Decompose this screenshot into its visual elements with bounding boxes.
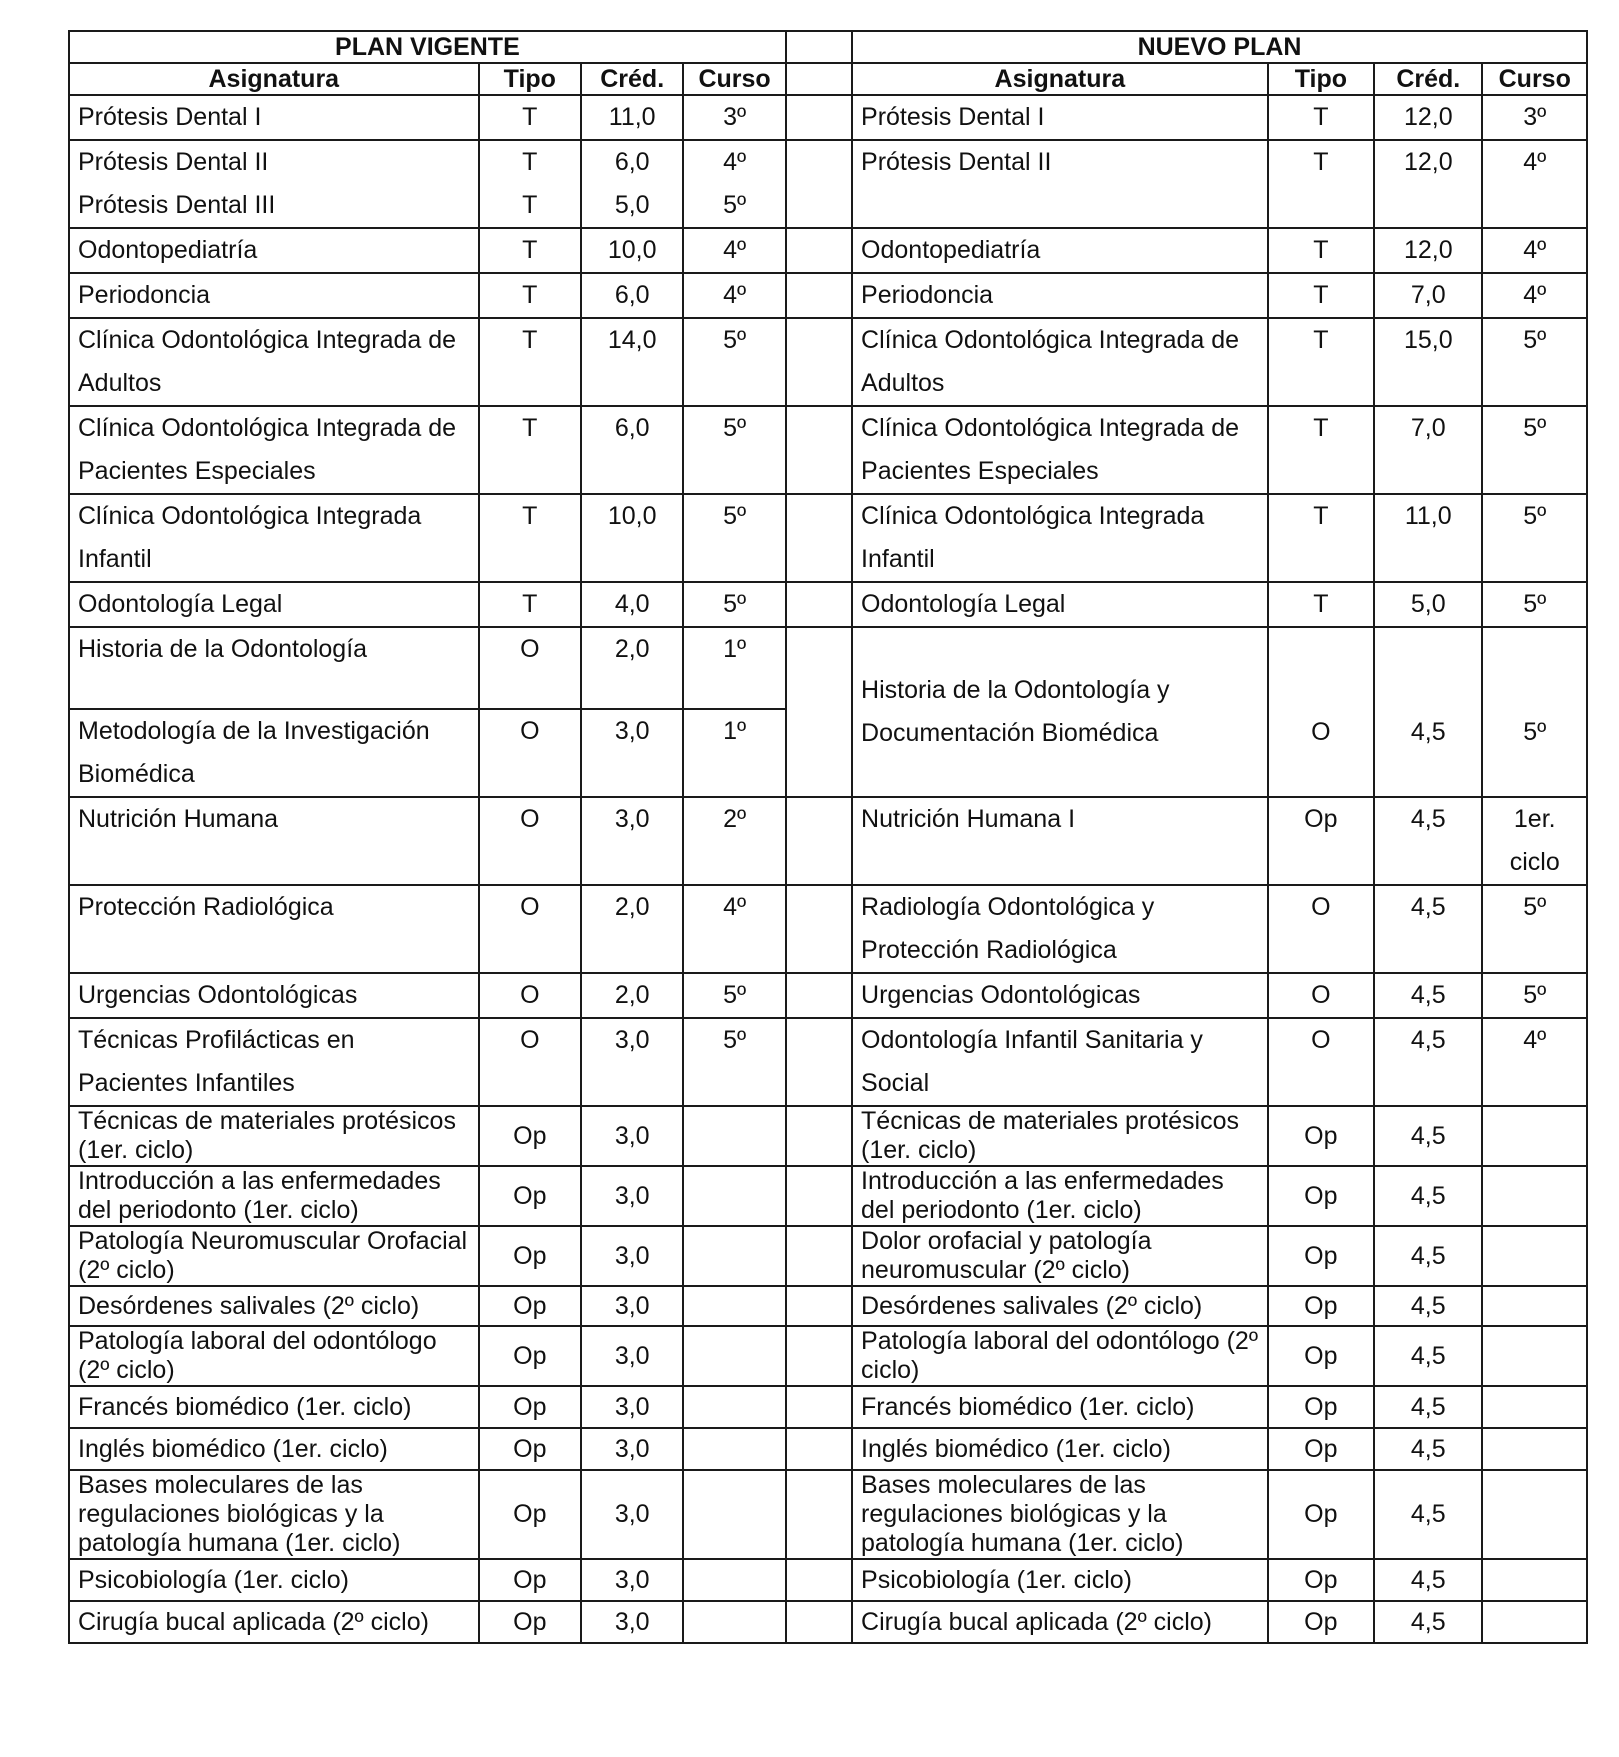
new-curso-cell [1482, 1226, 1587, 1286]
old-asignatura-cell-line: Prótesis Dental II [78, 148, 269, 176]
old-cred-cell: 6,0 [581, 406, 683, 494]
old-cred-cell-line: 5,0 [614, 191, 650, 219]
old-tipo-cell-line: T [522, 191, 538, 219]
spacer-cell [786, 1470, 852, 1559]
old-asignatura-cell: Técnicas de materiales protésicos (1er. ciclo) [69, 1106, 479, 1166]
new-asignatura-cell: Prótesis Dental I [852, 95, 1268, 140]
new-cred-cell: 4,5 [1374, 1559, 1482, 1601]
old-tipo-cell: O [479, 1018, 581, 1106]
old-asignatura-cell: Clínica Odontológica Integrada de Pacientes Especiales [69, 406, 479, 494]
table-row [69, 273, 1587, 318]
old-cred-cell: 11,0 [581, 95, 683, 140]
old-cred-cell: 3,0 [581, 1226, 683, 1286]
plan-header-row [69, 31, 1587, 63]
spacer-cell [786, 140, 852, 228]
new-tipo-cell: O [1268, 627, 1374, 797]
old-curso-cell [683, 1226, 785, 1286]
new-asignatura-header: Asignatura [852, 63, 1268, 95]
old-tipo-cell: T [479, 273, 581, 318]
new-curso-cell: 5º [1482, 885, 1587, 973]
old-asignatura-cell [69, 140, 479, 228]
old-cred-cell: 2,0 [581, 627, 683, 709]
plan-vigente-header: PLAN VIGENTE [69, 31, 786, 63]
new-tipo-cell: T [1268, 582, 1374, 627]
old-tipo-cell: T [479, 406, 581, 494]
old-curso-cell: 5º [683, 973, 785, 1018]
new-curso-cell [1482, 1286, 1587, 1326]
new-curso-cell: 1er. ciclo [1482, 797, 1587, 885]
new-asignatura-cell: Historia de la Odontología y Documentación Biomédica [852, 627, 1268, 797]
new-tipo-cell: T [1268, 140, 1374, 228]
new-curso-cell: 4º [1482, 140, 1587, 228]
new-cred-cell: 7,0 [1374, 273, 1482, 318]
old-asignatura-cell: Prótesis Dental I [69, 95, 479, 140]
new-cred-cell: 12,0 [1374, 228, 1482, 273]
new-curso-cell [1482, 1559, 1587, 1601]
spacer-cell [786, 973, 852, 1018]
old-cred-cell: 3,0 [581, 1326, 683, 1386]
old-cred-cell: 3,0 [581, 1386, 683, 1428]
new-curso-cell: 5º [1482, 318, 1587, 406]
old-cred-cell [581, 140, 683, 228]
old-tipo-cell: Op [479, 1386, 581, 1428]
old-tipo-cell: Op [479, 1428, 581, 1470]
new-cred-cell: 4,5 [1374, 1470, 1482, 1559]
new-curso-cell: 4º [1482, 273, 1587, 318]
table-row [69, 1470, 1587, 1559]
table-row [69, 494, 1587, 582]
old-curso-cell: 1º [683, 709, 785, 797]
old-asignatura-cell: Desórdenes salivales (2º ciclo) [69, 1286, 479, 1326]
old-tipo-cell: Op [479, 1601, 581, 1643]
table-row [69, 1286, 1587, 1326]
old-asignatura-cell: Patología laboral del odontólogo (2º ciclo) [69, 1326, 479, 1386]
old-curso-cell: 5º [683, 1018, 785, 1106]
old-asignatura-cell: Odontopediatría [69, 228, 479, 273]
spacer-cell [786, 1559, 852, 1601]
old-cred-cell: 3,0 [581, 1166, 683, 1226]
old-curso-cell [683, 1559, 785, 1601]
old-cred-header: Créd. [581, 63, 683, 95]
old-curso-cell [683, 1326, 785, 1386]
spacer-cell [786, 1601, 852, 1643]
new-asignatura-cell: Prótesis Dental II [852, 140, 1268, 228]
old-curso-cell [683, 1166, 785, 1226]
new-asignatura-cell: Nutrición Humana I [852, 797, 1268, 885]
old-asignatura-header: Asignatura [69, 63, 479, 95]
new-curso-cell: 3º [1482, 95, 1587, 140]
old-asignatura-cell: Inglés biomédico (1er. ciclo) [69, 1428, 479, 1470]
table-row [69, 582, 1587, 627]
new-asignatura-cell: Clínica Odontológica Integrada Infantil [852, 494, 1268, 582]
new-asignatura-cell: Clínica Odontológica Integrada de Adultos [852, 318, 1268, 406]
column-header-row [69, 63, 1587, 95]
new-asignatura-cell: Odontología Infantil Sanitaria y Social [852, 1018, 1268, 1106]
new-asignatura-cell: Urgencias Odontológicas [852, 973, 1268, 1018]
old-tipo-cell [479, 140, 581, 228]
old-cred-cell: 3,0 [581, 1106, 683, 1166]
new-curso-cell: 5º [1482, 494, 1587, 582]
new-curso-cell [1482, 1601, 1587, 1643]
spacer-cell [786, 494, 852, 582]
old-curso-cell [683, 1601, 785, 1643]
old-curso-cell: 4º [683, 228, 785, 273]
table-row [69, 885, 1587, 973]
new-tipo-cell: Op [1268, 797, 1374, 885]
table-body [69, 95, 1587, 1643]
new-tipo-cell: Op [1268, 1386, 1374, 1428]
new-curso-cell [1482, 1428, 1587, 1470]
old-asignatura-cell: Historia de la Odontología [69, 627, 479, 709]
new-asignatura-cell: Inglés biomédico (1er. ciclo) [852, 1428, 1268, 1470]
new-curso-cell [1482, 1470, 1587, 1559]
old-asignatura-cell-line: Prótesis Dental III [78, 191, 276, 219]
new-cred-cell: 5,0 [1374, 582, 1482, 627]
table-row [69, 1018, 1587, 1106]
new-tipo-cell: Op [1268, 1559, 1374, 1601]
table-row [69, 973, 1587, 1018]
new-cred-cell: 4,5 [1374, 973, 1482, 1018]
old-asignatura-cell: Bases moleculares de las regulaciones biológicas y la patología humana (1er. ciclo) [69, 1470, 479, 1559]
new-tipo-cell: Op [1268, 1226, 1374, 1286]
new-cred-cell: 4,5 [1374, 1166, 1482, 1226]
new-cred-cell: 4,5 [1374, 627, 1482, 797]
new-curso-cell [1482, 1326, 1587, 1386]
old-asignatura-cell: Nutrición Humana [69, 797, 479, 885]
table-row [69, 1226, 1587, 1286]
old-tipo-cell: Op [479, 1226, 581, 1286]
old-cred-cell: 3,0 [581, 797, 683, 885]
new-asignatura-cell: Dolor orofacial y patología neuromuscular (2º ciclo) [852, 1226, 1268, 1286]
old-cred-cell: 2,0 [581, 885, 683, 973]
table-row [69, 95, 1587, 140]
table-row [69, 627, 1587, 709]
old-cred-cell: 3,0 [581, 1601, 683, 1643]
new-asignatura-cell: Patología laboral del odontólogo (2º ciclo) [852, 1326, 1268, 1386]
old-cred-cell: 3,0 [581, 1286, 683, 1326]
new-tipo-cell: Op [1268, 1470, 1374, 1559]
new-tipo-cell: T [1268, 228, 1374, 273]
old-tipo-cell: Op [479, 1106, 581, 1166]
new-curso-cell: 5º [1482, 627, 1587, 797]
new-tipo-cell: Op [1268, 1428, 1374, 1470]
old-tipo-cell: O [479, 973, 581, 1018]
old-cred-cell: 3,0 [581, 1428, 683, 1470]
spacer-cell [786, 95, 852, 140]
old-tipo-cell: Op [479, 1470, 581, 1559]
old-tipo-cell: T [479, 494, 581, 582]
new-asignatura-cell: Desórdenes salivales (2º ciclo) [852, 1286, 1268, 1326]
old-tipo-cell: Op [479, 1559, 581, 1601]
new-asignatura-cell: Técnicas de materiales protésicos (1er. ciclo) [852, 1106, 1268, 1166]
new-tipo-cell: Op [1268, 1286, 1374, 1326]
table-row [69, 1428, 1587, 1470]
old-curso-cell: 1º [683, 627, 785, 709]
new-cred-cell: 4,5 [1374, 1018, 1482, 1106]
new-cred-cell: 4,5 [1374, 1226, 1482, 1286]
new-cred-cell: 4,5 [1374, 1601, 1482, 1643]
old-asignatura-cell: Urgencias Odontológicas [69, 973, 479, 1018]
new-curso-cell [1482, 1166, 1587, 1226]
new-asignatura-cell: Clínica Odontológica Integrada de Pacientes Especiales [852, 406, 1268, 494]
table-row [69, 318, 1587, 406]
old-tipo-header: Tipo [479, 63, 581, 95]
new-curso-cell: 5º [1482, 582, 1587, 627]
table-row [69, 1166, 1587, 1226]
old-cred-cell: 10,0 [581, 494, 683, 582]
old-curso-cell-line: 4º [723, 148, 747, 176]
new-curso-header: Curso [1482, 63, 1587, 95]
spacer-cell [786, 885, 852, 973]
old-asignatura-cell: Patología Neuromuscular Orofacial (2º ciclo) [69, 1226, 479, 1286]
old-asignatura-cell: Francés biomédico (1er. ciclo) [69, 1386, 479, 1428]
new-cred-cell: 4,5 [1374, 885, 1482, 973]
old-asignatura-cell: Odontología Legal [69, 582, 479, 627]
old-asignatura-cell: Clínica Odontológica Integrada de Adultos [69, 318, 479, 406]
old-tipo-cell: Op [479, 1166, 581, 1226]
new-asignatura-cell: Introducción a las enfermedades del periodonto (1er. ciclo) [852, 1166, 1268, 1226]
new-cred-cell: 4,5 [1374, 797, 1482, 885]
old-tipo-cell: T [479, 582, 581, 627]
new-tipo-cell: T [1268, 406, 1374, 494]
old-tipo-cell: O [479, 709, 581, 797]
spacer-cell [786, 1106, 852, 1166]
old-curso-cell [683, 1106, 785, 1166]
spacer-cell [786, 797, 852, 885]
old-cred-cell: 14,0 [581, 318, 683, 406]
old-tipo-cell: O [479, 885, 581, 973]
old-curso-cell: 4º [683, 273, 785, 318]
spacer-cell [786, 228, 852, 273]
spacer-cell [786, 1428, 852, 1470]
new-curso-cell: 4º [1482, 1018, 1587, 1106]
table-row [69, 1601, 1587, 1643]
spacer-cell [786, 1166, 852, 1226]
spacer-cell [786, 273, 852, 318]
table-row [69, 1386, 1587, 1428]
old-curso-cell: 5º [683, 318, 785, 406]
new-tipo-header: Tipo [1268, 63, 1374, 95]
table-row [69, 406, 1587, 494]
new-tipo-cell: O [1268, 973, 1374, 1018]
old-asignatura-cell: Introducción a las enfermedades del periodonto (1er. ciclo) [69, 1166, 479, 1226]
old-cred-cell: 4,0 [581, 582, 683, 627]
new-cred-cell: 7,0 [1374, 406, 1482, 494]
old-curso-cell: 4º [683, 885, 785, 973]
table-row [69, 1326, 1587, 1386]
new-tipo-cell: O [1268, 1018, 1374, 1106]
old-tipo-cell: T [479, 228, 581, 273]
new-cred-header: Créd. [1374, 63, 1482, 95]
old-curso-cell: 5º [683, 406, 785, 494]
new-tipo-cell: Op [1268, 1326, 1374, 1386]
old-tipo-cell: T [479, 318, 581, 406]
old-curso-cell: 2º [683, 797, 785, 885]
new-tipo-cell: T [1268, 95, 1374, 140]
new-tipo-cell: Op [1268, 1166, 1374, 1226]
old-asignatura-cell: Cirugía bucal aplicada (2º ciclo) [69, 1601, 479, 1643]
new-cred-cell: 4,5 [1374, 1428, 1482, 1470]
new-tipo-cell: T [1268, 318, 1374, 406]
spacer-cell [786, 1018, 852, 1106]
spacer-cell [786, 318, 852, 406]
new-cred-cell: 4,5 [1374, 1286, 1482, 1326]
old-cred-cell: 6,0 [581, 273, 683, 318]
old-asignatura-cell: Clínica Odontológica Integrada Infantil [69, 494, 479, 582]
new-curso-cell: 4º [1482, 228, 1587, 273]
old-asignatura-cell: Técnicas Profilácticas en Pacientes Infantiles [69, 1018, 479, 1106]
old-asignatura-cell: Protección Radiológica [69, 885, 479, 973]
spacer-cell [786, 1286, 852, 1326]
spacer-cell [786, 627, 852, 797]
new-cred-cell: 11,0 [1374, 494, 1482, 582]
new-asignatura-cell: Cirugía bucal aplicada (2º ciclo) [852, 1601, 1268, 1643]
new-cred-cell: 4,5 [1374, 1386, 1482, 1428]
new-asignatura-cell: Psicobiología (1er. ciclo) [852, 1559, 1268, 1601]
old-curso-cell [683, 140, 785, 228]
old-curso-header: Curso [683, 63, 785, 95]
new-curso-cell: 5º [1482, 406, 1587, 494]
spacer-cell [786, 406, 852, 494]
spacer-cell [786, 1386, 852, 1428]
table-row [69, 1106, 1587, 1166]
table-row [69, 1559, 1587, 1601]
old-curso-cell: 3º [683, 95, 785, 140]
table-row [69, 140, 1587, 228]
new-asignatura-cell: Odontología Legal [852, 582, 1268, 627]
old-asignatura-cell: Periodoncia [69, 273, 479, 318]
old-curso-cell-line: 5º [723, 191, 747, 219]
new-asignatura-cell: Radiología Odontológica y Protección Radiológica [852, 885, 1268, 973]
new-cred-cell: 4,5 [1374, 1106, 1482, 1166]
new-asignatura-cell: Bases moleculares de las regulaciones biológicas y la patología humana (1er. ciclo) [852, 1470, 1268, 1559]
old-cred-cell-line: 6,0 [614, 148, 650, 176]
old-tipo-cell: O [479, 627, 581, 709]
new-tipo-cell: T [1268, 494, 1374, 582]
old-curso-cell [683, 1470, 785, 1559]
old-asignatura-cell: Metodología de la Investigación Biomédica [69, 709, 479, 797]
spacer-cell [786, 582, 852, 627]
old-curso-cell [683, 1428, 785, 1470]
new-tipo-cell: Op [1268, 1601, 1374, 1643]
new-asignatura-cell: Francés biomédico (1er. ciclo) [852, 1386, 1268, 1428]
new-cred-cell: 12,0 [1374, 95, 1482, 140]
table-row [69, 797, 1587, 885]
spacer-header [786, 31, 852, 63]
spacer-header [786, 63, 852, 95]
new-asignatura-cell: Periodoncia [852, 273, 1268, 318]
spacer-cell [786, 1326, 852, 1386]
old-cred-cell: 2,0 [581, 973, 683, 1018]
old-tipo-cell: O [479, 797, 581, 885]
old-curso-cell: 5º [683, 582, 785, 627]
new-tipo-cell: O [1268, 885, 1374, 973]
old-curso-cell [683, 1386, 785, 1428]
new-tipo-cell: T [1268, 273, 1374, 318]
old-asignatura-cell: Psicobiología (1er. ciclo) [69, 1559, 479, 1601]
new-cred-cell: 4,5 [1374, 1326, 1482, 1386]
new-curso-cell [1482, 1386, 1587, 1428]
new-curso-cell: 5º [1482, 973, 1587, 1018]
spacer-cell [786, 1226, 852, 1286]
old-cred-cell: 3,0 [581, 1018, 683, 1106]
old-cred-cell: 10,0 [581, 228, 683, 273]
nuevo-plan-header: NUEVO PLAN [852, 31, 1587, 63]
new-curso-cell [1482, 1106, 1587, 1166]
old-curso-cell: 5º [683, 494, 785, 582]
old-cred-cell: 3,0 [581, 1470, 683, 1559]
table-row [69, 228, 1587, 273]
new-tipo-cell: Op [1268, 1106, 1374, 1166]
new-cred-cell: 12,0 [1374, 140, 1482, 228]
plan-comparison-table [68, 30, 1588, 1644]
new-asignatura-cell: Odontopediatría [852, 228, 1268, 273]
old-curso-cell [683, 1286, 785, 1326]
old-tipo-cell: Op [479, 1286, 581, 1326]
old-tipo-cell: T [479, 95, 581, 140]
old-tipo-cell: Op [479, 1326, 581, 1386]
new-cred-cell: 15,0 [1374, 318, 1482, 406]
old-cred-cell: 3,0 [581, 709, 683, 797]
old-tipo-cell-line: T [522, 148, 538, 176]
old-cred-cell: 3,0 [581, 1559, 683, 1601]
